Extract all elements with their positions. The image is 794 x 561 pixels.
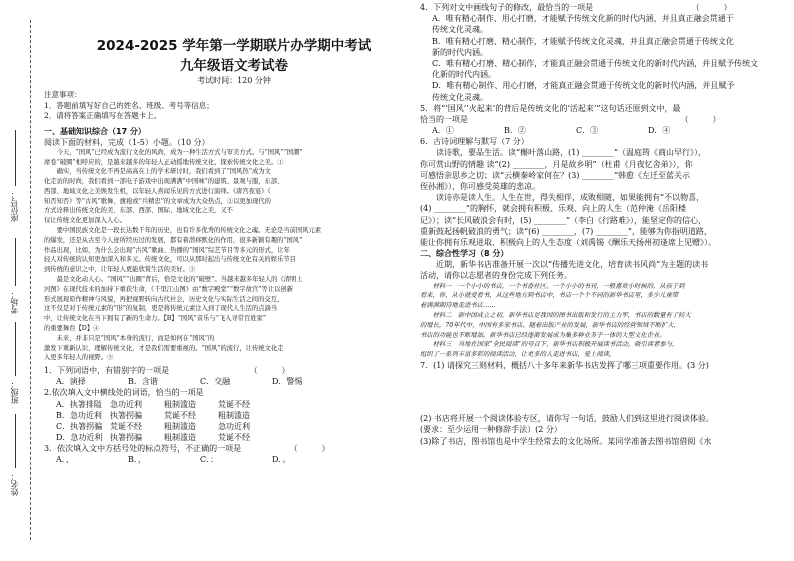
answer-bracket[interactable]: （ ） [691,3,732,12]
passage-line: 今天，“国风”已经成为流行文化的风尚，成为一种生活方式与审美方式。与“国风”“国潮” [44,148,303,156]
passage-line: 知否知否》等“古风”歌舞、旗袍或“兵精忠”的文章成为大众热点，②以更加现代的 [44,197,271,205]
passage-line: 最是文化动人心。“国风”“出圈”背后，恰是文化的“破壁”。当越来越多年轻人的《清明上 [44,276,303,284]
passage-line: 作品出现，比如，为什么会出现“古风”歌曲、热播的“国风”综艺节目等多元的形式，让年 [44,246,290,254]
option-cell: 执箸拐骗 [110,410,142,420]
passage-line: 确实，当传统文化不再是高高在上的学术研讨时，我们看到了“国风热”成为文 [44,168,271,176]
question-7-continued [420,413,782,447]
option-text-line: 化新的时代内涵。 [432,70,496,80]
option-text-line: 传统文化灵魂。 [432,25,488,35]
class-label: 班级： [10,380,19,404]
section-two-heading: 二、综合性学习（8 分） [420,249,509,259]
passage-line: 化走访的时尚，我们看到一部电子游戏中出现满满“中国味”的建筑、景观与服，东部、 [44,178,284,186]
passage-line: 激发下重新认识、理解传统文化，才是我们需要重视的。“国风”的流行，让传统文化走 [44,344,284,352]
material-line: 的增长，70年代中，中国有多家书店。随着出版产业的发展，新华书店的经营领域不断扩大， [420,321,680,329]
passage-line: 这不仅是对于传统元素的“形”的复制，更是将传统元素注入到了现代人生活的点滴当 [44,305,278,313]
question-3-options [44,454,406,465]
material-line: 着满满期待地走进书店…… [420,302,496,310]
seat-number-label: 座位号： [10,190,19,222]
question-6-body [420,147,782,248]
passage-line: 形式展现原作精神与风貌，再把视野转向古代社会，历史文化与实际生活之间的交互， [44,295,284,303]
passage-line: 到传统的意识之中，让年轻人更能欣赏生活的美好。③ [44,266,196,274]
option-cell: 荒诞不经 [110,421,142,431]
section-heading: 一、基础知识综合（17 分） [44,126,146,136]
notice-block [44,90,406,122]
class-blank[interactable] [15,322,16,376]
reading-passage [44,148,406,364]
notice-item: 2．请将答案正确填写在答题卡上。 [44,111,162,120]
option-row[interactable] [44,410,406,421]
poetry-fill-line: (4) ________”的胸怀，就会拥有积极、乐观、向上的人生（范仲淹《岳阳楼 [420,204,686,214]
name-label: 姓名： [10,472,19,496]
option-d[interactable]: D．④ [648,126,671,136]
section-two-intro [420,259,782,281]
exam-duration: 考试时间：120 分钟 [197,76,271,85]
option-row[interactable] [44,432,406,443]
notice-heading: 注意事项： [44,90,82,99]
question-line: (2) 书店将开展一个阅读体验专区，请你写一句话，鼓励人们到这里进行阅读体验。 [420,414,714,424]
material-line: 书店的功能也不断增加。新华书店已经逐渐发展成为集多种业务于一体的大型文化企业。 [420,331,666,339]
option-cell: 粗制滥造 [164,432,196,442]
option-d[interactable] [420,80,782,102]
intro-line: 活动，请你以志愿者的身份完成下列任务。 [420,271,572,281]
question-stem: 4．下列对文中画线句子的修改，最恰当的一项是 [420,3,594,12]
question-1 [44,365,406,376]
question-5-line-1: 5．将“‘国风’‘火起来’的背后是传统文化的‘活起来’”这句话还原到文中，最 [420,103,681,113]
option-cell: 粗制滥造 [164,421,196,431]
option-d[interactable]: D．警惕 [272,377,303,387]
option-text-line: B．唯有精心打磨、精心制作，才能赋予传统文化灵魂，并且真正融会贯通于传统文化 [432,36,734,46]
intro-line: 近期，新华书店准备开展一次以“传播先进文化，培育读书风尚”为主题的读书 [420,260,709,270]
passage-line: 河图》在现代技术的加持下重获生命，《千里江山图》由“数字殿堂”“数字故宫”等让以创新 [44,285,294,293]
option-row[interactable] [44,399,406,410]
passage-line: 席卷“破圈”相呼应的，是越来越多的年轻人正动摇地传统文化，探索传统文化之美。① [44,158,284,166]
exam-room-label: 考场： [10,290,19,314]
option-b[interactable] [420,36,782,58]
option-c[interactable]: C．： [200,454,219,464]
option-cell: 荒诞不经 [164,410,196,420]
poetry-fill-line: 侄孙湘》），你可感受英雄的悲凉。 [420,182,540,192]
question-5-options [420,125,782,136]
passage-line: 方式诠释出传统文化的美、东部、西部、国际、地域文化之美，又不 [44,207,233,215]
exam-title: 2024-2025 学年第一学期联片办学期中考试 [96,38,372,54]
question-stem: 3．依次填入文中方括号处的标点符号，不正确的一项是 [44,443,242,453]
poetry-fill-line: 记》）；读“长风破浪会有时，(5) ________”（李白《行路难》），能坚定你的信心， [420,215,707,225]
left-column [44,38,406,553]
option-cell: 急功近利 [218,421,250,431]
poetry-fill-line: 你可赏山野的情趣 读“(2) ________，月是故乡明”（杜甫《月夜忆舍弟》），你 [420,159,693,169]
question-line: (3)除了书店，图书馆也是中学生经常去的文化场所。某同学准备去图书馆借阅《水 [420,436,712,446]
option-cell: D．急功近利 [56,432,103,442]
option-c[interactable]: C．③ [576,126,599,136]
option-row[interactable] [44,421,406,432]
question-7-part-1: 7．(1) 请探究三则材料，概括八十多年来新华书店发挥了哪三项重要作用。(3 分) [420,361,709,371]
passage-line: 要中国民族文化是一段长达数千年的历史，也有许多优秀的传统文化之魂。无论是当前国风元素 [44,227,322,235]
question-2-options [44,399,406,443]
exam-subtitle: 九年级语文考试卷 [180,58,288,74]
question-4 [420,2,782,13]
answer-bracket[interactable]: （ ） [249,366,290,376]
section-one [44,126,406,465]
poetry-fill-line: 读诗歌，要品生活。读“槲叶落山路，(1) ________”（温庭筠《商山早行》）， [420,148,707,158]
option-cell: 荒诞不经 [218,399,250,409]
passage-line: 仅让传统文化更加深入人心。 [44,217,126,225]
answer-bracket[interactable]: （ ） [680,115,721,125]
option-text-line: D．唯有精心制作、用心打磨，才能真正融会贯通于传统文化的新时代内涵，并且赋予 [432,81,735,91]
question-5 [420,114,782,125]
passage-line: 入更多年轻人的视野。⑤ [44,354,114,362]
option-text-line: C．唯有精心打磨、精心制作，才能真正融会贯通于传统文化的新时代内涵，并且赋予传统文 [432,59,759,69]
option-text-line: 新的时代内涵。 [432,47,488,57]
question-stem: 恰当的一项是 [420,115,468,125]
poetry-fill-line: 能让你拥有乐观进取、积极向上的人生态度（刘禹锡《酬乐天扬州初逢席上见赠》）。 [420,238,716,248]
question-1-options [44,376,406,387]
option-a[interactable]: A．① [432,126,454,136]
passage-line: 中，让传统文化在当下拥有了新的生命力。【B】“国风”音乐与“飞入寻常百姓家” [44,315,267,323]
passage-line: 的重要舞台【D】④ [44,325,100,333]
right-column [420,3,782,553]
option-c[interactable] [420,58,782,80]
cut-line [30,20,31,540]
passage-line: 未来，并非只是“国风”本身的流行，而是如何在“国风”的 [44,334,215,342]
binding-strip [0,0,40,561]
option-cell: C．执箸拐骗 [56,421,103,431]
question-2-stem: 2.依次填入文中横线处的词语，恰当的一项是 [44,388,204,398]
poetry-fill-line: 重新鼓起扬帆破浪的勇气；读“(6) ________，(7) ________”，能够为你指明道路， [420,226,712,236]
option-c[interactable]: C．交融 [200,377,231,387]
option-b[interactable]: B．含谐 [128,377,158,387]
option-b[interactable]: B．， [128,454,146,464]
material-line: 材料二 新中国成立之初，新华书店是我国的图书出版和发行的主力军，书店的数量有了较大 [420,312,691,320]
passage-line: 轻人对传统的认知更加深入和多元。传统文化，可以从那时起出与传统文化有关的娱乐节目 [44,256,296,264]
section-intro: 阅读下面的材料，完成（1-5）小题。（10 分） [44,137,210,147]
poetry-fill-line: 读诗亦是读人生。人生在世，得失相伴，成败相随，如果能拥有“不以物喜， [420,193,705,203]
material-line: 组织了一系列丰富多彩的阅读活动，让更多的人走进书店，爱上阅读。 [420,351,616,359]
material-line: 材料一 一个小小的书店，一个书香社区。一个小小的书刊，一般喜欢小时候的，从孩子到 [420,282,685,290]
option-text-line: 传统文化灵魂。 [432,92,488,102]
option-b[interactable]: B．② [504,126,526,136]
name-blank[interactable] [15,414,16,468]
seat-number-blank[interactable] [15,130,16,186]
option-d[interactable]: D．。 [272,454,291,464]
passage-line: 的爆发，还是从古至今人迹所经历过的发展，都有着潜移默化的作用，很多新颖有趣的“国风” [44,236,303,244]
option-cell: 执箸拐骗 [110,432,142,442]
question-3 [44,443,406,454]
question-line: (要求：至少运用一种修辞手法）(2 分） [420,425,562,435]
option-cell: B．急功近利 [56,410,102,420]
answer-bracket[interactable]: （ ） [289,443,330,453]
exam-room-blank[interactable] [15,238,16,286]
question-stem: 1．下列词语中，有错别字的一项是 [44,366,170,376]
question-4-options [420,13,782,103]
material-line: 材料三 当地在国家“全民阅读”的号召下，新华书店积极开展读书活动，吸引读者参与， [420,341,679,349]
option-a[interactable]: A．、 [56,454,74,464]
option-cell: A．执箸排隘 [56,399,102,409]
notice-item: 1．答题前填写好自己的姓名、班级、考号等信息； [44,100,214,110]
section-two-materials [420,282,782,360]
option-cell: 粗制滥造 [218,410,250,420]
option-a[interactable]: A．演择 [56,377,86,387]
option-cell: 荒诞不经 [218,432,250,442]
passage-line: 西部、地域文化之美焕发生机，以年轻人喜闻乐见的方式进行演绎。《唐宫夜宴》《 [44,187,271,195]
material-line: 看来，你，从小就爱看书，从这些地方到书店中，书店一个个不同的新华书店里，多少儿童带 [420,292,679,300]
option-cell: 急功近利 [110,399,142,409]
question-6-heading: 6．古诗词理解与默写（7 分） [420,137,529,147]
option-cell: 粗制滥造 [164,399,196,409]
option-a[interactable] [420,13,782,35]
option-text-line: A．唯有精心制作、用心打磨，才能赋予传统文化新的时代内涵，并且真正融会贯通于 [432,14,734,24]
poetry-fill-line: 可感悟亲思乡之切；读“云横秦岭家何在？(3) ________”韩愈《左迁至蓝关示 [420,170,691,180]
